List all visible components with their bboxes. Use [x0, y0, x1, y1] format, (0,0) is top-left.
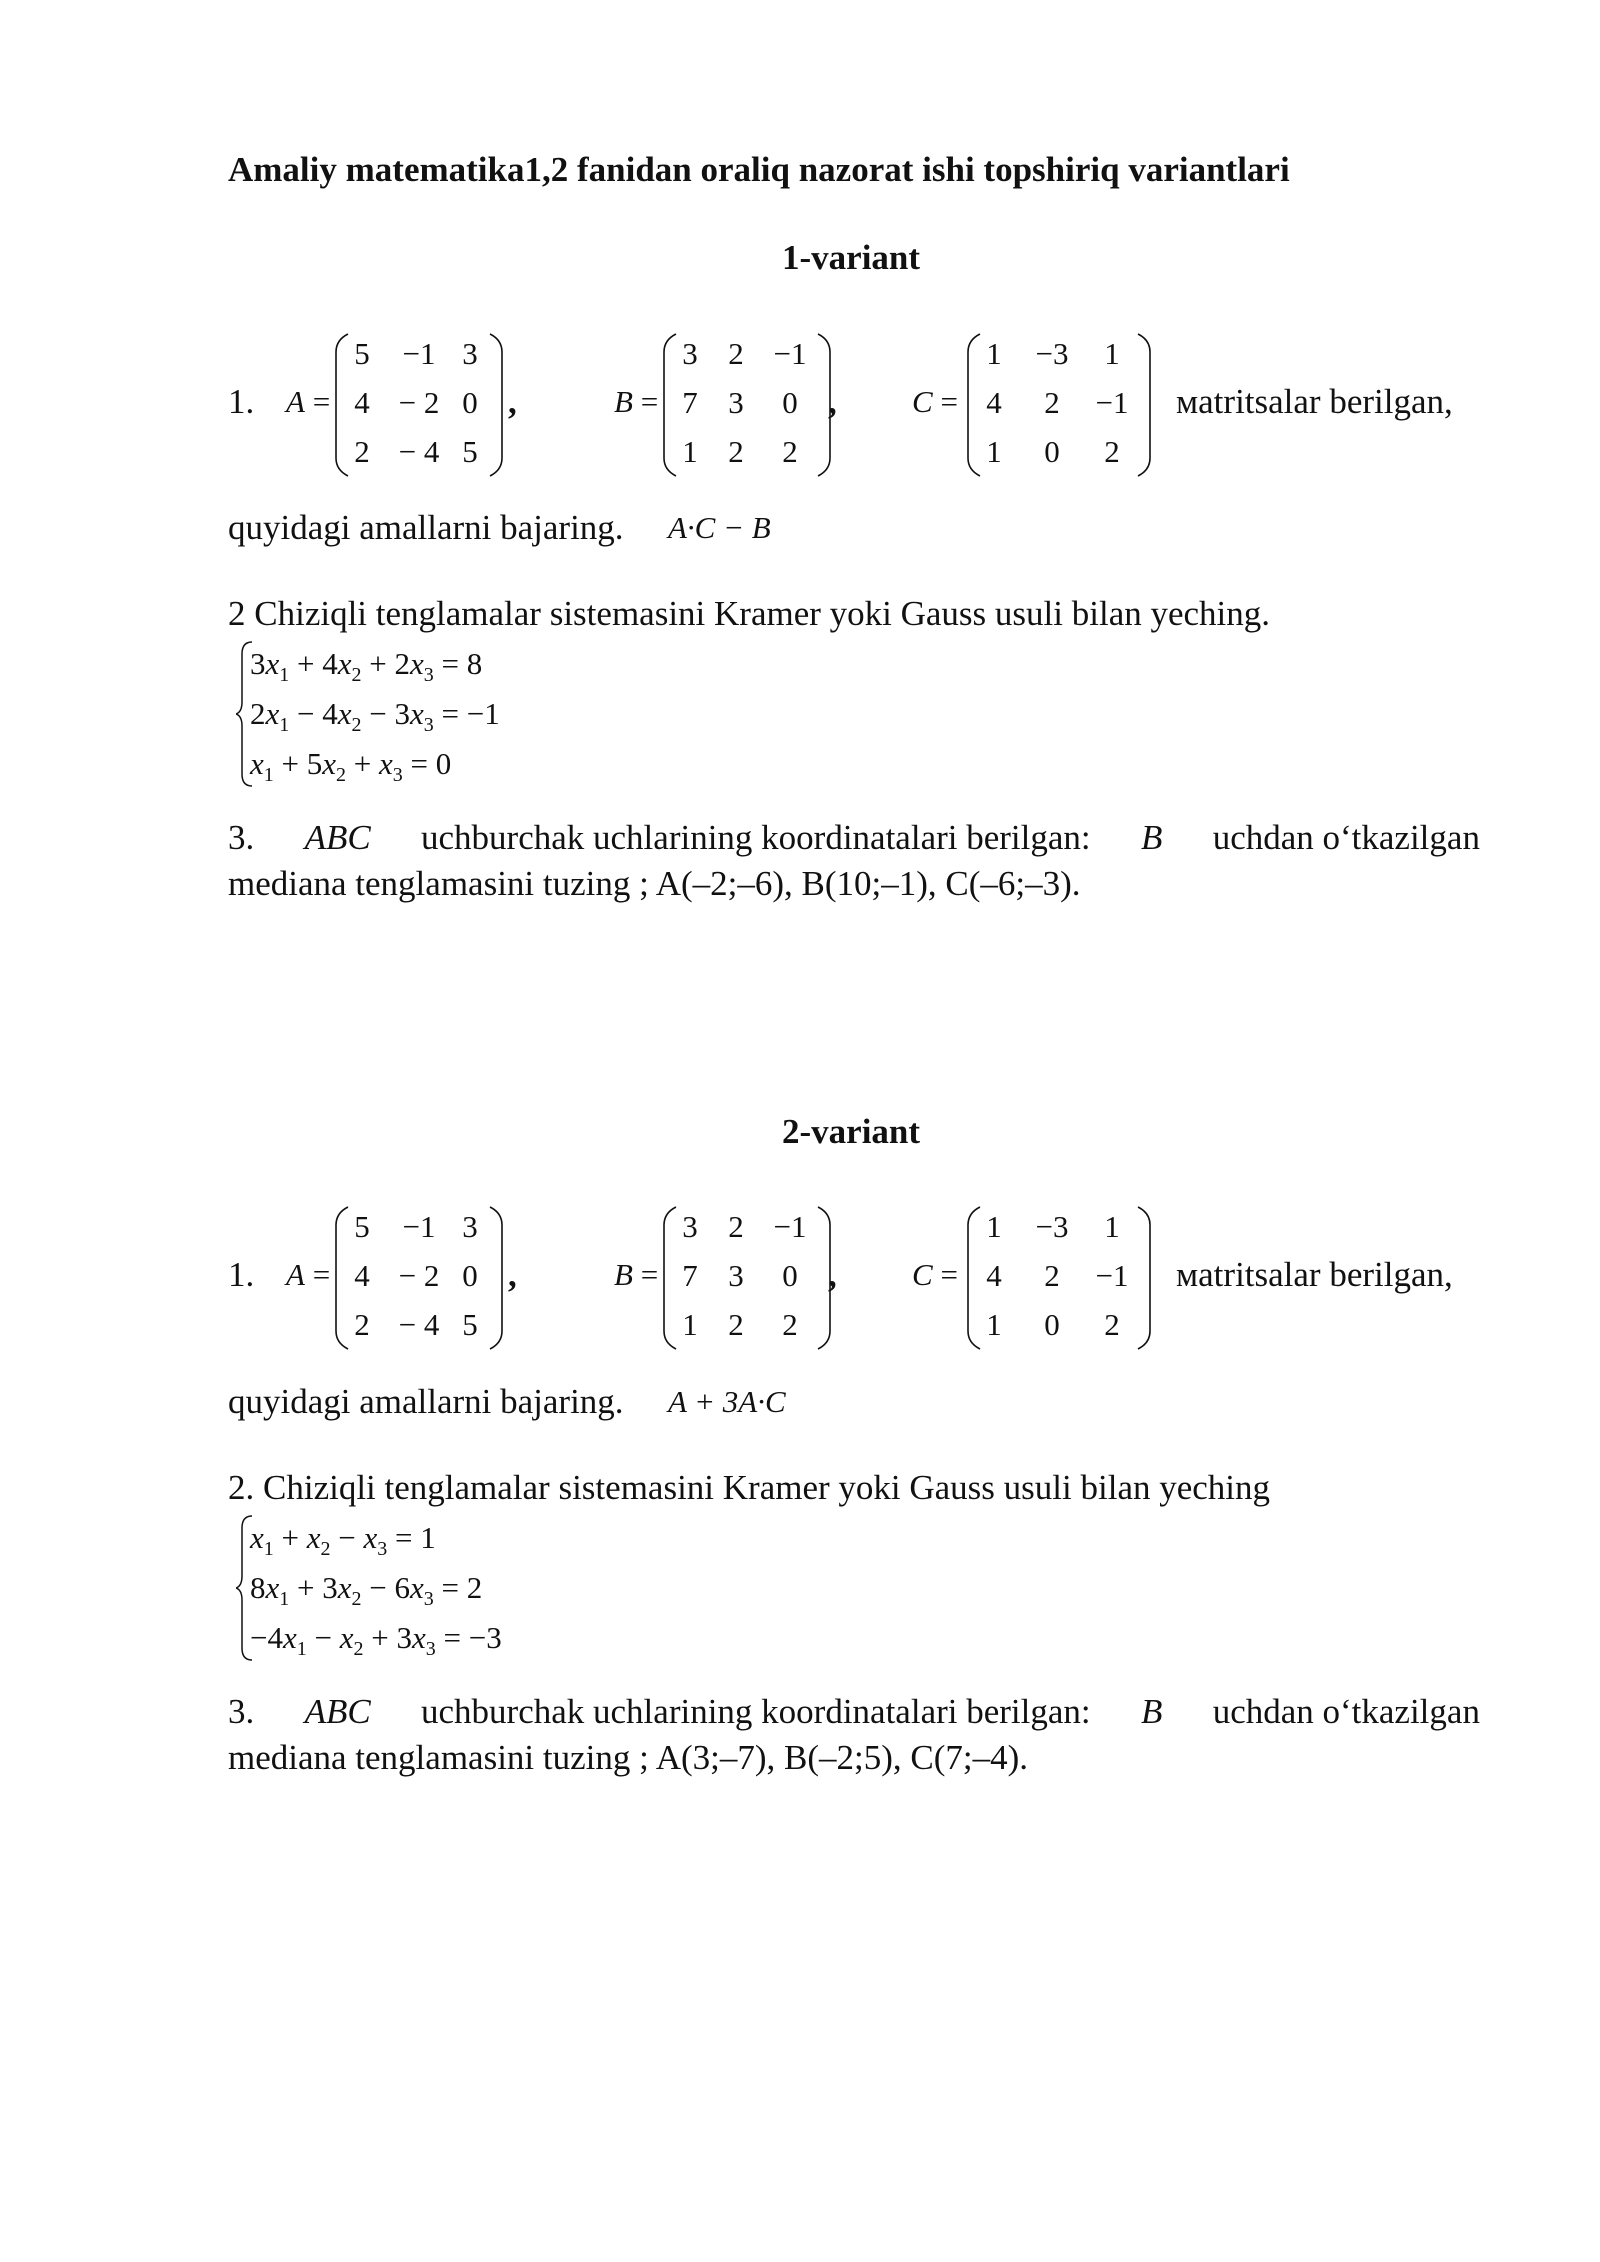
- operation-expression-v1: A·C − B: [668, 510, 771, 545]
- matrix-c-v2: [966, 1203, 1152, 1353]
- matrix-cell: 2: [1104, 1307, 1120, 1342]
- triangle-name: ABC: [304, 1692, 371, 1731]
- matrix-cell: − 4: [398, 1307, 440, 1342]
- matrix-cell: −1: [402, 336, 436, 371]
- matrix-cell: 1: [1104, 336, 1120, 371]
- task3-line2-v1: mediana tenglamasini tuzing ; A(–2;–6), B(10;–1), C(–6;–3).: [228, 864, 1081, 903]
- comma: ,: [828, 1255, 837, 1294]
- matrix-cell: 5: [354, 336, 370, 371]
- matrix-a-v2: [334, 1203, 504, 1353]
- matrix-cell: − 2: [398, 385, 440, 420]
- variant-heading-1: 1-variant: [782, 238, 921, 277]
- matrix-cell: 2: [354, 434, 370, 469]
- task3-text: uchburchak uchlarining koordinatalari berilgan:: [421, 1692, 1091, 1731]
- matrix-cell: 1: [682, 434, 698, 469]
- matrix-cell: 2: [1044, 385, 1060, 420]
- equation-line: $-4x_1 - x_2 + 3x_3 = -3$: [250, 1620, 502, 1660]
- matrices-given-text-v1: мatritsalar berilgan,: [1176, 382, 1453, 421]
- matrix-cell: 1: [986, 1209, 1002, 1244]
- matrix-cell: 7: [682, 385, 698, 420]
- matrix-cell: 3: [682, 336, 698, 371]
- points-v1: A(–2;–6), B(10;–1), C(–6;–3).: [655, 864, 1081, 903]
- matrix-cell: 3: [728, 1258, 744, 1293]
- equation-line: $3x_1 + 4x_2 + 2x_3 = 8$: [250, 646, 483, 686]
- comma: ,: [508, 382, 517, 421]
- matrix-cell: 1: [682, 1307, 698, 1342]
- matrix-cell: −1: [773, 1209, 807, 1244]
- task3-text: uchburchak uchlarining koordinatalari berilgan:: [421, 818, 1091, 857]
- matrix-b-label-v2: B =: [614, 1257, 659, 1292]
- matrix-cell: −1: [1095, 385, 1129, 420]
- equation-line: $x_1 + x_2 - x_3 = 1$: [250, 1520, 436, 1560]
- matrix-cell: −1: [402, 1209, 436, 1244]
- matrix-cell: 3: [728, 385, 744, 420]
- comma: ,: [508, 1255, 517, 1294]
- matrix-a-label-v1: A =: [286, 384, 331, 419]
- matrix-cell: −3: [1035, 336, 1069, 371]
- task3-text-end: uchdan o‘tkazilgan: [1212, 1692, 1480, 1731]
- equation-line: $8x_1 + 3x_2 - 6x_3 = 2$: [250, 1570, 483, 1610]
- matrix-cell: 0: [782, 385, 798, 420]
- matrix-cell: 4: [986, 385, 1002, 420]
- matrix-a-v1: [334, 330, 504, 480]
- matrix-cell: 2: [728, 1209, 744, 1244]
- matrix-cell: 0: [462, 385, 478, 420]
- matrix-cell: 2: [782, 1307, 798, 1342]
- matrix-cell: 2: [354, 1307, 370, 1342]
- triangle-name: ABC: [304, 818, 371, 857]
- matrix-cell: 4: [354, 1258, 370, 1293]
- matrix-cell: 3: [462, 1209, 478, 1244]
- operation-text-v2: quyidagi amallarni bajaring.: [228, 1382, 624, 1421]
- operation-text-v1: quyidagi amallarni bajaring.: [228, 508, 624, 547]
- matrix-cell: 1: [986, 434, 1002, 469]
- matrix-cell: 5: [354, 1209, 370, 1244]
- vertex-b: B: [1140, 1692, 1163, 1731]
- matrix-c-v1: [966, 330, 1152, 480]
- matrix-cell: −1: [773, 336, 807, 371]
- matrix-cell: 3: [682, 1209, 698, 1244]
- matrix-b-v1: [662, 330, 832, 480]
- matrix-cell: − 2: [398, 1258, 440, 1293]
- matrix-cell: 0: [782, 1258, 798, 1293]
- points-v2: A(3;–7), B(–2;5), C(7;–4).: [655, 1738, 1029, 1777]
- matrix-cell: − 4: [398, 434, 440, 469]
- vertex-b: B: [1140, 818, 1163, 857]
- comma: ,: [828, 382, 837, 421]
- matrix-cell: 5: [462, 1307, 478, 1342]
- matrix-cell: 2: [1104, 434, 1120, 469]
- equation-line: $x_1 + 5x_2 + x_3 = 0$: [250, 746, 452, 786]
- matrix-cell: 0: [1044, 434, 1060, 469]
- matrices-given-text-v2: мatritsalar berilgan,: [1176, 1255, 1453, 1294]
- matrix-cell: 2: [782, 434, 798, 469]
- matrix-cell: −3: [1035, 1209, 1069, 1244]
- task2-text-v2: 2. Chiziqli tenglamalar sistemasini Kramer yoki Gauss usuli bilan yeching: [228, 1468, 1271, 1507]
- task2-text-v1: 2 Chiziqli tenglamalar sistemasini Kramer yoki Gauss usuli bilan yeching.: [228, 594, 1271, 633]
- matrix-cell: 7: [682, 1258, 698, 1293]
- task3-number: 3.: [228, 1692, 255, 1731]
- task3-line1-v1: [228, 818, 1480, 858]
- page-title: Amaliy matematika1,2 fanidan oraliq nazorat ishi topshiriq variantlari: [228, 150, 1290, 189]
- matrix-cell: −1: [1095, 1258, 1129, 1293]
- matrix-cell: 2: [728, 1307, 744, 1342]
- matrix-cell: 1: [1104, 1209, 1120, 1244]
- matrix-b-label-v1: B =: [614, 384, 659, 419]
- task1-number-v2: 1.: [228, 1255, 255, 1294]
- matrix-cell: 2: [728, 434, 744, 469]
- variant-heading-2: 2-variant: [782, 1112, 921, 1151]
- matrix-cell: 0: [1044, 1307, 1060, 1342]
- matrix-cell: 1: [986, 336, 1002, 371]
- equation-line: $2x_1 - 4x_2 - 3x_3 = -1$: [250, 696, 500, 736]
- operation-expression-v2: A + 3A·C: [668, 1384, 786, 1419]
- matrix-c-label-v2: C =: [912, 1257, 958, 1292]
- matrix-cell: 5: [462, 434, 478, 469]
- matrix-a-label-v2: A =: [286, 1257, 331, 1292]
- matrix-cell: 2: [1044, 1258, 1060, 1293]
- matrix-c-label-v1: C =: [912, 384, 958, 419]
- task3-line1-v2: [228, 1692, 1480, 1732]
- task3-text-end: uchdan o‘tkazilgan: [1212, 818, 1480, 857]
- matrix-cell: 0: [462, 1258, 478, 1293]
- matrix-b-v2: [662, 1203, 832, 1353]
- task3-line2-v2: mediana tenglamasini tuzing ; A(3;–7), B(–2;5), C(7;–4).: [228, 1738, 1029, 1777]
- matrix-cell: 3: [462, 336, 478, 371]
- matrix-cell: 2: [728, 336, 744, 371]
- task1-number-v1: 1.: [228, 382, 255, 421]
- task3-number: 3.: [228, 818, 255, 857]
- matrix-cell: 1: [986, 1307, 1002, 1342]
- matrix-cell: 4: [354, 385, 370, 420]
- matrix-cell: 4: [986, 1258, 1002, 1293]
